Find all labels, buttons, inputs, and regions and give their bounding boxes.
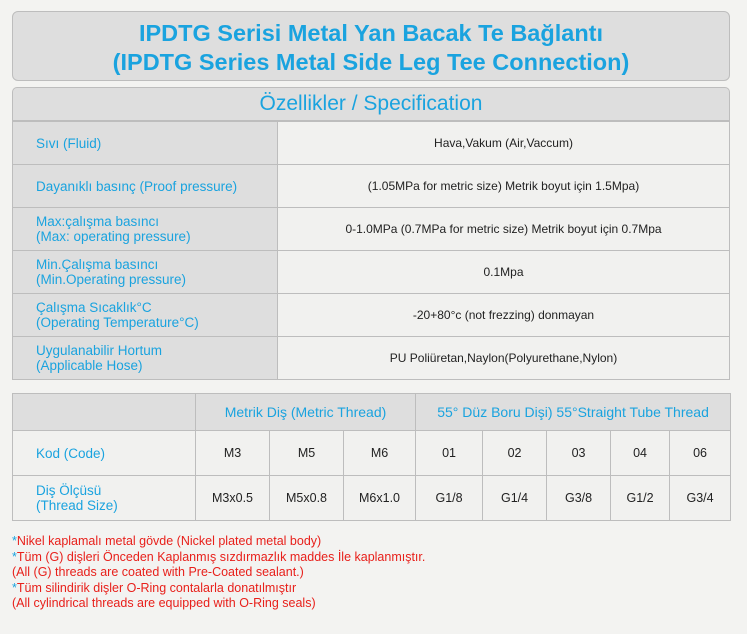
size-cell: M6x1.0 xyxy=(344,476,416,521)
thread-header-row xyxy=(13,394,731,431)
code-cell: 03 xyxy=(547,431,611,476)
spec-label: Dayanıklı basınç (Proof pressure) xyxy=(13,165,278,208)
code-label: Kod (Code) xyxy=(13,431,196,476)
thread-size-row xyxy=(13,476,731,521)
thread-table xyxy=(12,393,731,521)
straight-thread-header: 55° Düz Boru Dişi) 55°Straight Tube Thread xyxy=(416,394,731,431)
note-line: (All cylindrical threads are equipped with O-Ring seals) xyxy=(12,596,316,611)
spec-value: 0.1Mpa xyxy=(278,251,730,294)
code-cell: 02 xyxy=(483,431,547,476)
metric-thread-header: Metrik Diş (Metric Thread) xyxy=(196,394,416,431)
spec-row-fluid xyxy=(13,122,730,165)
title-english: (IPDTG Series Metal Side Leg Tee Connection) xyxy=(112,49,630,75)
size-cell: G3/8 xyxy=(547,476,611,521)
spec-value: 0-1.0MPa (0.7MPa for metric size) Metrik boyut için 0.7Mpa xyxy=(278,208,730,251)
note-line: *Nikel kaplamalı metal gövde (Nickel plated metal body) xyxy=(12,534,322,548)
note-line: *Tüm silindirik dişler O-Ring contalarla donatılmıştır xyxy=(12,580,297,595)
code-cell: 01 xyxy=(416,431,483,476)
spec-label: Max:çalışma basıncı (Max: operating pressure) xyxy=(13,208,278,251)
code-cell: 06 xyxy=(670,431,731,476)
size-cell: M5x0.8 xyxy=(270,476,344,521)
spec-row-temperature xyxy=(13,294,730,337)
spec-value: -20+80°c (not frezzing) donmayan xyxy=(278,294,730,337)
spec-row-hose xyxy=(13,337,730,380)
spec-label: Çalışma Sıcaklık°C (Operating Temperature°C) xyxy=(13,294,278,337)
spec-label: Sıvı (Fluid) xyxy=(13,122,278,165)
code-row xyxy=(13,431,731,476)
specification-header: Özellikler / Specification xyxy=(12,87,730,121)
spec-value: PU Poliüretan,Naylon(Polyurethane,Nylon) xyxy=(278,337,730,380)
spec-label: Uygulanabilir Hortum (Applicable Hose) xyxy=(13,337,278,380)
note-line: (All (G) threads are coated with Pre-Coated sealant.) xyxy=(12,565,304,580)
size-cell: M3x0.5 xyxy=(196,476,270,521)
note-line: *Tüm (G) dişleri Önceden Kaplanmış sızdırmazlık maddes İle kaplanmıştır. xyxy=(12,549,426,564)
thread-size-label: Diş Ölçüsü (Thread Size) xyxy=(13,476,196,521)
size-cell: G1/8 xyxy=(416,476,483,521)
size-cell: G1/2 xyxy=(611,476,670,521)
product-title xyxy=(12,11,730,81)
spec-row-max-pressure xyxy=(13,208,730,251)
code-cell: M5 xyxy=(270,431,344,476)
size-cell: G1/4 xyxy=(483,476,547,521)
spec-value: (1.05MPa for metric size) Metrik boyut için 1.5Mpa) xyxy=(278,165,730,208)
spec-label: Min.Çalışma basıncı (Min.Operating pressure) xyxy=(13,251,278,294)
size-cell: G3/4 xyxy=(670,476,731,521)
code-cell: 04 xyxy=(611,431,670,476)
thread-header-blank xyxy=(13,394,196,431)
spec-row-proof-pressure xyxy=(13,165,730,208)
title-turkish: IPDTG Serisi Metal Yan Bacak Te Bağlantı xyxy=(138,20,604,46)
spec-row-min-pressure xyxy=(13,251,730,294)
specification-table xyxy=(12,121,730,380)
code-cell: M6 xyxy=(344,431,416,476)
spec-value: Hava,Vakum (Air,Vaccum) xyxy=(278,122,730,165)
code-cell: M3 xyxy=(196,431,270,476)
notes xyxy=(12,534,732,612)
